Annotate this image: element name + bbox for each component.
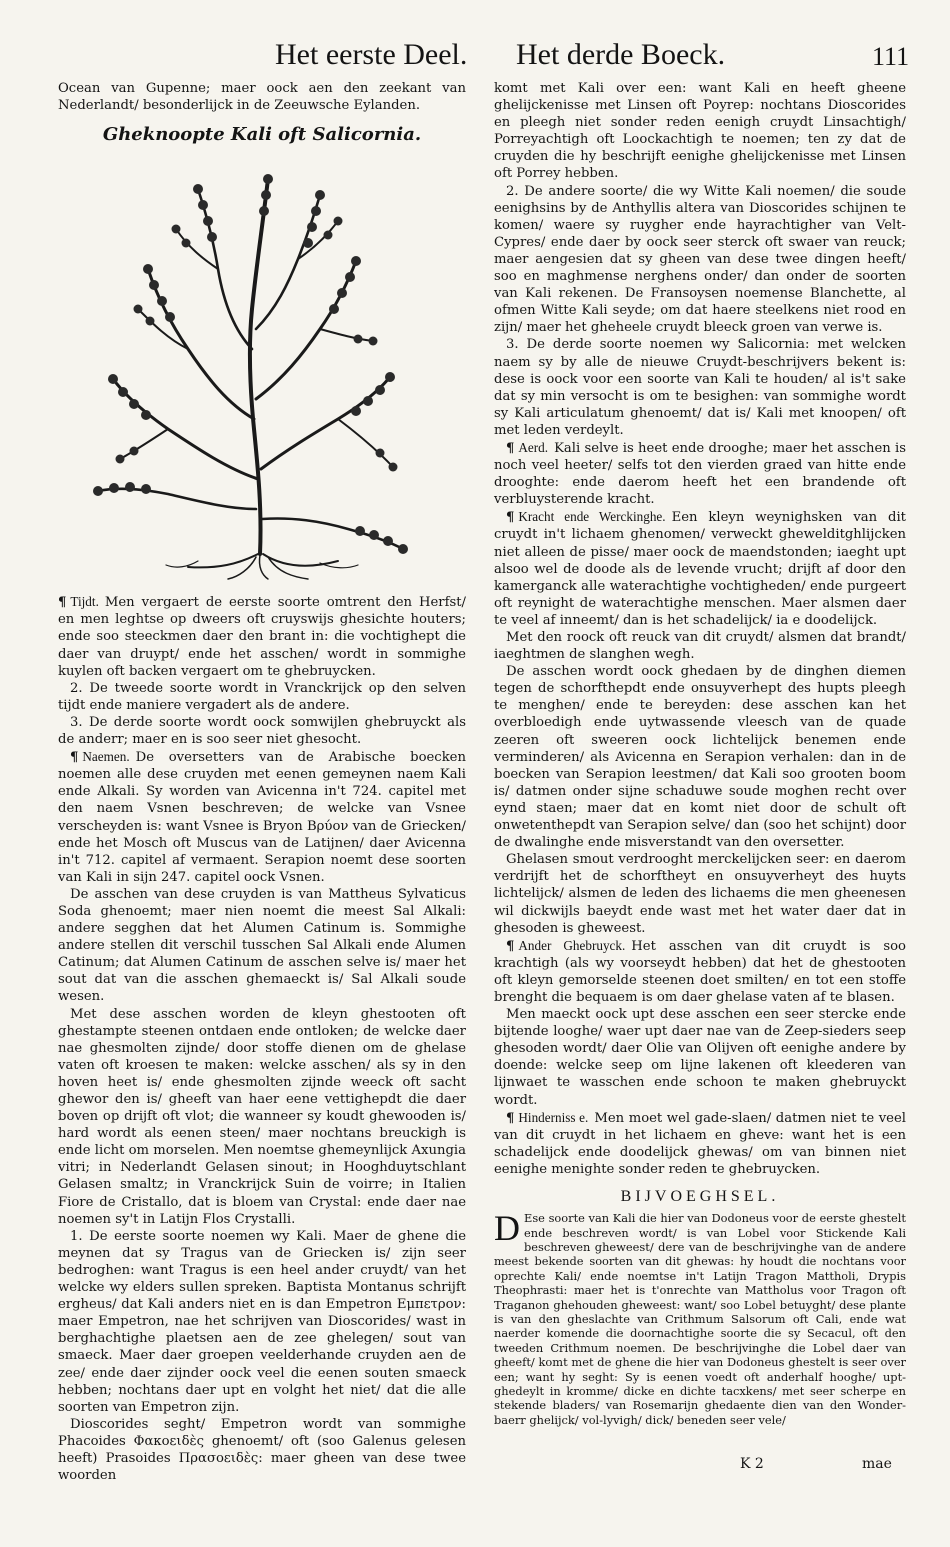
paragraph-steenen: Met dese asschen worden de kleyn ghestooten oft ghestampte steenen ontdaen ende ontloken; de welcke daer nae ghesmolten zijnde/ door stoffe dienen om de ghelase vaten oft kroesen te maken: welcke asschen/ als sy in den hoven heet is/ ende ghesmolten zijnde weeck oft sacht ghewor den is/ gheeft van haer eene vettighepdt die daer boven op drijft oft vlot; die wanneer sy koudt ghewooden is/ hard wordt als eenen steen/ maer nochtans breuckigh is ende licht om morselen. Men noemtse ghemeynlijck Axungia vitri; in Nederlandt Gelasen sinout; in Hooghduytschlant Gelasen smaltz; in Vranckrijck Suin de voirre; in Italien Fiore de Cristallo, dat is bloem van Crystal: ende daer nae noemen sy't in Latijn Flos Crystalli. [58,1006,466,1227]
plant-woodcut-svg [58,149,466,581]
intro-paragraph: Ocean van Gupenne; maer oock aen den zeekant van Nederlandt/ besonderlijck in de Zeeuwsche Eylanden. [58,81,466,114]
paragraph-eerste-soorte: 1. De eerste soorte noemen wy Kali. Maer de ghene die meynen dat sy Tragus van de Griecken is/ zijn seer bedroghen: want Tragus is een heel ander cruydt/ van het welcke wy elders sullen spreken. Baptista Montanus schrijft ergheus/ dat Kali anders niet en is dan Empetron Εμπετρον: maer Empetron, nae het schrijven van Dioscorides/ wast in berghachtighe plaetsen aen de zee ghelegen/ sout van smaeck. Maer daer groepen veelderhande cruyden aen de zee/ ende daer zijnder oock veel die eenen souten smaeck hebben; nochtans daer upt en volght het niet/ dat die alle soorten van Empetron zijn. [58,1228,466,1415]
paragraph-kracht [494,508,906,629]
salicornia-woodcut-illustration [58,149,466,581]
pilcrow-mark: ¶ [506,440,515,456]
paragraph-witte-kali: 2. De andere soorte/ die wy Witte Kali noemen/ die soude eenighsins by de Anthyllis altera van Dioscorides schijnen te komen/ waere sy ruygher ende hayrachtigher van Velt-Cypres/ ende daer by oock seer sterck oft swaer van reuck; maer aengesien dat sy gheen van dese twee dingen heeft/ soo en maghmense nerghens onder/ dan onder de soorten van Kali rekenen. De Fransoysen noemense Blanchette, al ofmen Witte Kali seyde; om dat haere steelkens niet rood en zijn/ maer het gheheele cruydt bleeck groen van verwe is. [494,183,906,336]
drop-cap: D [494,1208,520,1249]
section-label-aerd: Aerd. [518,439,549,455]
section-label-hindernisse: Hinderniss e. [518,1109,589,1125]
paragraph-asschen: De asschen van dese cruyden is van Mattheus Sylvaticus Soda ghenoemt; maer nien noemt die meest Sal Alkali: andere segghen dat het Alumen Catinum is. Sommighe andere stellen dit verschil tusschen Sal Alkali ende Alumen Catinum; dat Alumen Catinum de asschen selve is/ maer het sout dat van die asschen ghemaeckt is/ Sal Alkali soude wesen. [58,886,466,1005]
pilcrow-mark: ¶ [58,595,67,611]
pilcrow-mark: ¶ [70,750,79,766]
running-head [0,38,950,78]
paragraph-third-sort: 3. De derde soorte wordt oock somwijlen ghebruyckt als de anderr; maer en is soo seer niet ghesocht. [58,714,466,748]
paragraph-zeep: Men maeckt oock upt dese asschen een seer stercke ende bijtende looghe/ waer upt daer nae van de Zeep-sieders seep ghesoden wordt/ daer Olie van Olijven oft eenighe andere by doende: welcke seep om lijne lakenen oft kleederen van lijnwaet te wasschen ende schoon te maken ghebruyckt wordt. [494,1007,906,1108]
pilcrow-mark: ¶ [506,938,515,954]
paragraph-roock: Met den roock oft reuck van dit cruydt/ alsmen dat brandt/ iaeghtmen de slanghen wegh. [494,630,906,663]
paragraph-hindernisse [494,1109,906,1178]
left-column [58,80,466,1484]
paragraph-ghelasen-smout: Ghelasen smout verdrooght merckelijcken seer: en daerom verdrijft het de schorftheyt en onsuyverheyt des huyts lichtelijck/ alsmen de leden des lichaems die men gheenesen wil dickwijls baeydt ende wast met het water daer dat in ghesoden is gheweest. [494,852,906,936]
section-label-ander: Ander Ghebruyck. [518,937,626,953]
paragraph-continuation: komt met Kali over een: want Kali en heeft gheene ghelijckenisse met Linsen oft Poyrep: nochtans Dioscorides en pleegh niet sonder reden eenigh cruydt Linsachtigh/ Porreyachtigh oft Loockachtigh te noemen; ten zy dat de cruyden die hy beschrijft eenighe ghelijckenisse met Linsen oft Porrey hebben. [494,81,906,182]
right-column [494,80,906,1427]
figure-title: Gheknoopte Kali oft Salicornia. [102,124,422,146]
catchword: mae [862,1456,892,1472]
paragraph-aerd [494,439,906,508]
paragraph-tijdt [58,593,466,679]
paragraph-second-sort: 2. De tweede soorte wordt in Vranckrijck op den selven tijdt ende maniere vergadert als de andere. [58,680,466,713]
naemen-text: De oversetters van de Arabische boecken noemen alle dese cruyden met eenen gemeynen naem Kali ende Alkali. Sy worden van Avicenna in't 724. capitel met den naem Vsnen beschreven; de welcke van Vsnee verscheyden is: want Vsnee is Bryon Βρύον van de Griecken/ ende het Mosch oft Muscus van de Latijnen/ daer Avicenna in't 712. capitel af vermaent. Serapion noemt dese soorten van Kali in sijn 247. capitel oock Vsnen. [58,750,467,885]
paragraph-salicornia: 3. De derde soorte noemen wy Salicornia: met welcken naem sy by alle de nieuwe Cruydt-beschrijvers bekent is: dese is oock voor een soorte van Kali te houden/ al is't sake dat sy min versocht is om te besighen: van sommighe wordt sy Kali articulatum ghenoemt/ dat is/ Kali met knoopen/ oft met leden verdeylt. [494,337,906,438]
paragraph-dioscorides: Dioscorides seght/ Empetron wordt van sommighe Phacoides Φακοειδὲς ghenoemt/ oft (soo Galenus gelesen heeft) Prasoides Πρασοειδὲς: maer gheen van dese twee woorden [58,1416,466,1484]
bijvoeghsel-heading: BIJVOEGHSEL. [620,1188,780,1205]
section-label-kracht: Kracht ende Werckinghe. [518,509,666,525]
paragraph-naemen [58,748,466,886]
bijvoeghsel-paragraph [494,1208,906,1427]
hindernisse-text: Men moet wel gade-slaen/ datmen niet te veel van dit cruydt in het lichaem en gheve: want het is een schadelijck ende doodelijck ghewas/ om van binnen niet eenighe menighte sonder reden te ghebruycken. [494,1110,907,1177]
aerd-text: Kali selve is heet ende drooghe; maer het asschen is noch veel heeter/ selfs tot den vierden graed van hitte ende drooghte: ende daerom heeft het een brandende oft verbluysterende kracht. [494,440,906,508]
kracht-text: Een kleyn weynighsken van dit cruydt in't lichaem ghenomen/ verweckt ghewelditghlijcken niet alleen de pisse/ maer oock de maendstonden; iaeght upt alsoo wel de doode als de levende vrucht; drijft af door den kamerganck alle waterachtighe vochtigheden/ ende purgeert oft reynight de waterachtighe menschen. Maer alsmen daer te veel af inneemt/ dan is het schadelijck/ ia e doodelijck. [494,510,906,628]
paragraph-asschen-ghedaen: De asschen wordt oock ghedaen by de dinghen diemen tegen de schorfthepdt ende onsuyverhept des hupts pleegh te menghen/ ende te bereyden: dese asschen kan het overbloedigh ende uytwassende vleesch van de quade zeeren oft sweeren oock lichtelijck benemen ende verminderen/ als Avicenna en Serapion verhalen: dan in de boecken van Serapion leestmen/ dat Kali soo grooten boom is/ datmen onder sijne schaduwe soude moghen recht over eynd staen; maer dat en komt niet door de schult oft onwetenthepdt van Serapion selve/ dan (soo het schijnt) door de dwalinghe ende misverstandt van den oversetter. [494,664,906,851]
pilcrow-mark: ¶ [506,510,515,526]
section-label-tijdt: Tijdt. [70,594,99,610]
signature-mark: K 2 [740,1456,764,1472]
tijdt-text: Men vergaert de eerste soorte omtrent den Herfst/ en men leghtse op dweers oft cruyswijs ghesichte houters; ende soo steeckmen daer den brant in: die vochtighept die daer van druypt/ ende het asschen/ wordt in sommighe kuylen oft backen vergaert om te ghebruycken. [58,595,466,679]
paragraph-ander-ghebruyck [494,937,906,1006]
bijvoeghsel-text: Ese soorte van Kali die hier van Dodoneus voor de eerste ghestelt ende beschreven wordt/ is van Lobel voor Stickende Kali beschreven gheweest/ dere van de beschrijvinghe van de andere meest bekende soorten van dit ghewas: hy houdt die nochtans voor oprechte Kali/ ende noemtse in't Latijn Tragon Mattholi, Drypis Theophrasti: maer het is t'onrechte van Mattholus voor Tragon oft Traganon ghehouden gheweest: want/ soo Lobel betuyght/ dese plante is van den gheslachte van Crithmum Salsorum oft Cali, ende wat naerder komende die doornachtighe soorte die sy Secacul, oft den tweeden Crithmum noemen. De beschrijvinghe die Lobel daer van gheeft/ komt met de ghene die hier van Dodoneus ghestelt is seer over een; want hy seght: Sy is eenen voedt oft anderhalf hooghe/ upt-ghedeylt in kromme/ dicke en dichte tacxkens/ met seer scherpe en stekende bladers/ van Rosemarijn ghedaente dien van den Wonder-baerr ghelijck/ vol-lyvigh/ dick/ beneden seer vele/ [494,1211,906,1427]
part-title: Het eerste Deel. [275,38,468,71]
book-title: Het derde Boeck. [516,38,726,71]
section-label-naemen: Naemen. [82,749,130,765]
pilcrow-mark: ¶ [506,1110,515,1126]
ander-text: Het asschen van dit cruydt is soo krachtigh (als wy voorseydt hebben) dat het de ghestooten oft kleyn gemorselde steenen doet smilten/ en tot een stoffe brenght die bequaem is om daer ghelase vaten af te blasen. [494,938,906,1005]
page-number: 111 [872,42,910,71]
